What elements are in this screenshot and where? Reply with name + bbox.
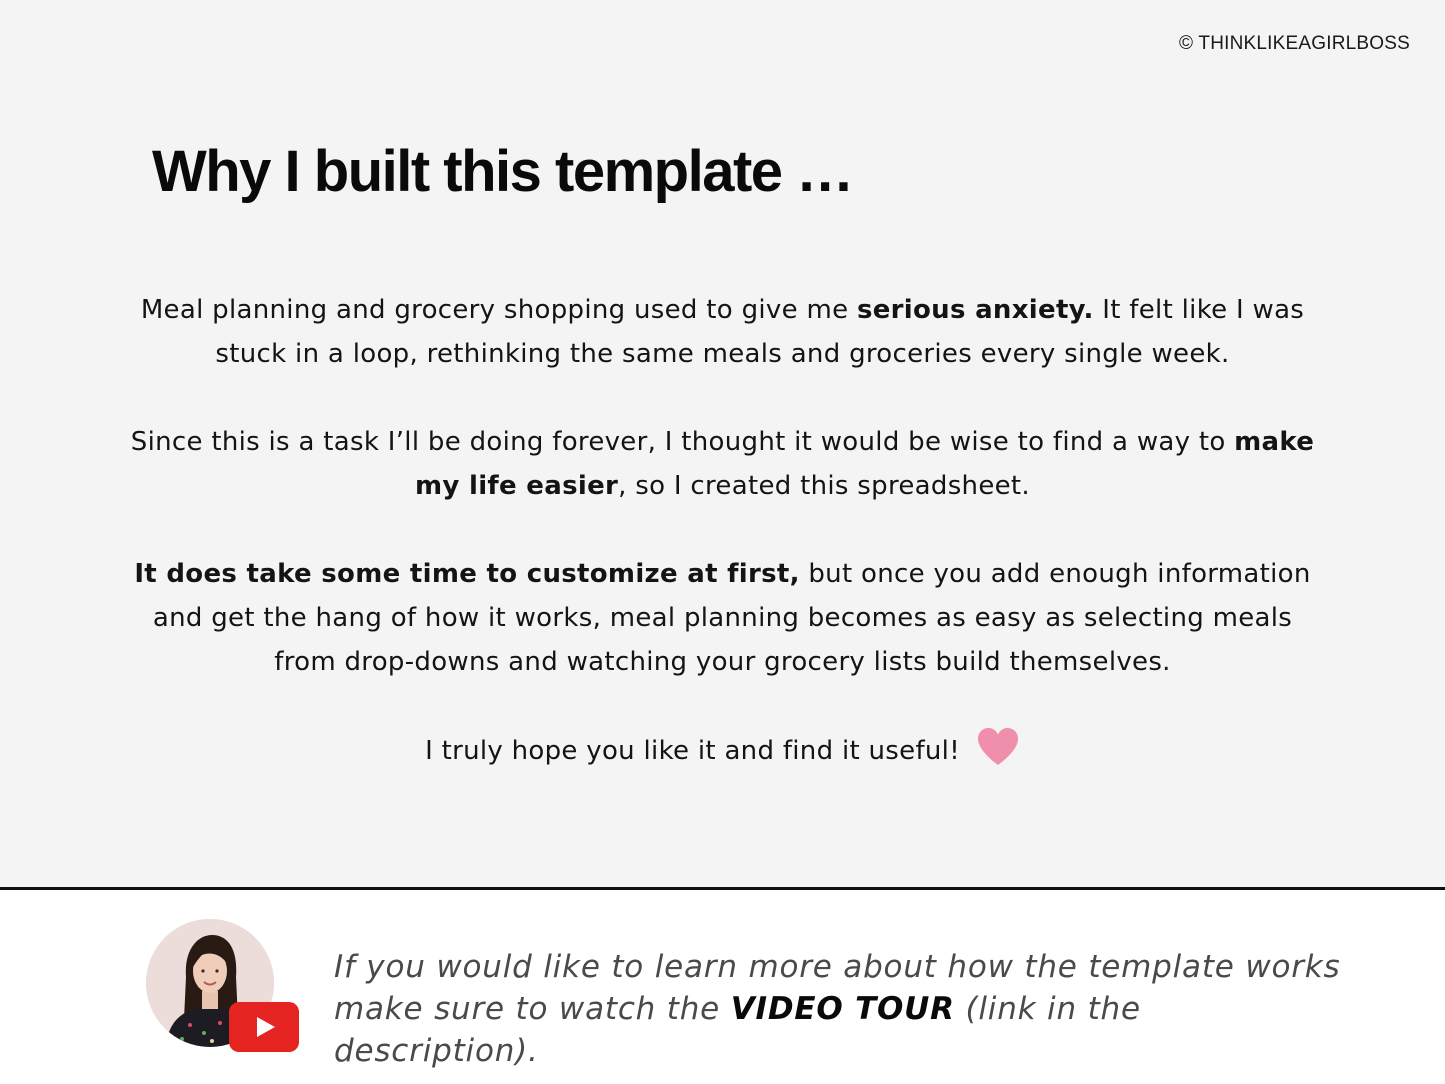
video-tour-label: VIDEO TOUR xyxy=(730,991,955,1027)
paragraph-text: , so I created this spreadsheet. xyxy=(618,471,1030,501)
callout-text: (link in the description). xyxy=(334,991,1141,1069)
paragraph-text: but once you add enough information and get the hang of how it works, meal planning becomes as easy as selecting meals from drop-downs and watching your grocery lists build themselves. xyxy=(152,559,1311,677)
youtube-play-icon[interactable] xyxy=(229,1002,299,1052)
paragraph-text: I truly hope you like it and find it useful! xyxy=(425,736,960,766)
paragraph-easier xyxy=(120,420,1325,508)
paragraph-text: Since this is a task I’ll be doing forever, I thought it would be wise to find a way to xyxy=(130,427,1235,457)
page-title: Why I built this template … xyxy=(152,139,853,204)
emphasis-text: make my life easier xyxy=(414,427,1315,501)
paragraph-anxiety xyxy=(120,288,1325,376)
emphasis-text: serious anxiety. xyxy=(856,295,1094,325)
paragraph-closing xyxy=(120,727,1325,773)
emphasis-text: It does take some time to customize at first, xyxy=(134,559,800,589)
callout-text: If you would like to learn more about how the template works make sure to watch the xyxy=(334,949,1341,1027)
paragraph-text: It felt like I was stuck in a loop, rethinking the same meals and groceries every single week. xyxy=(215,295,1305,369)
section-divider xyxy=(0,887,1445,890)
video-tour-callout xyxy=(334,946,1344,1072)
paragraph-customize xyxy=(120,552,1325,684)
copyright-notice: © THINKLIKEAGIRLBOSS xyxy=(1179,33,1410,54)
paragraph-text: Meal planning and grocery shopping used to give me xyxy=(140,295,857,325)
heart-icon xyxy=(976,727,1020,767)
